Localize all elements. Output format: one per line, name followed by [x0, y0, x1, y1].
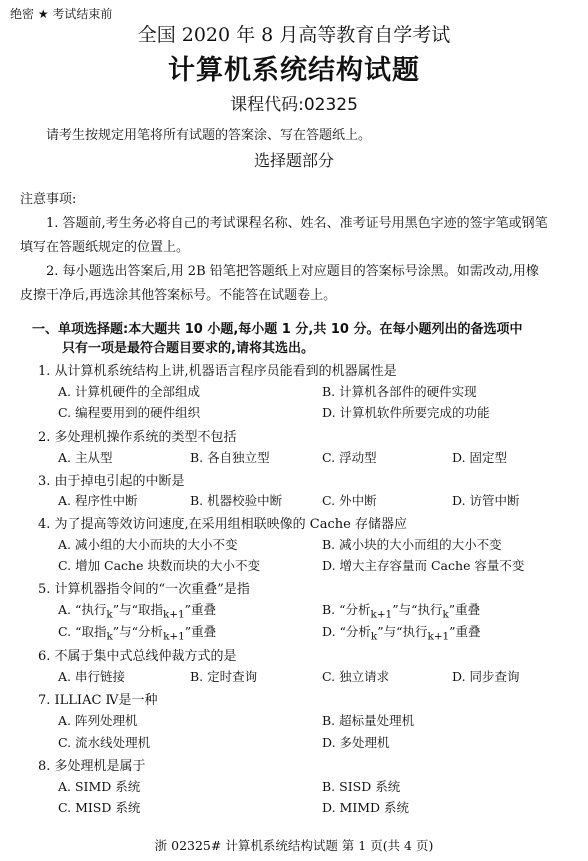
question-4-option-c: C. 增加 Cache 块数而块的大小不变 [58, 558, 260, 573]
note-1-line-2: 填写在答题纸规定的位置上。 [20, 240, 190, 255]
question-6-option-d: D. 同步查询 [452, 669, 520, 684]
page-footer: 浙 02325# 计算机系统结构试题 第 1 页(共 4 页) [154, 838, 434, 853]
question-8-option-a: A. SIMD 系统 [58, 779, 141, 794]
question-4-option-d: D. 增大主存容量而 Cache 容量不变 [322, 558, 525, 573]
question-5-stem: 5. 计算机器指令间的“一次重叠”是指 [38, 582, 250, 597]
option-text: B. “分析 [322, 602, 371, 617]
option-text: ”与“执行 [377, 624, 428, 639]
option-text: ”与“执行 [392, 602, 443, 617]
subscript: k+1 [427, 630, 450, 643]
answer-instruction: 请考生按规定用笔将所有试题的答案涂、写在答题纸上。 [46, 128, 372, 143]
question-2-stem: 2. 多处理机操作系统的类型不包括 [38, 430, 237, 445]
secret-label: 绝密 ★ 考试结束前 [10, 7, 113, 21]
option-text: D. “分析 [322, 624, 371, 639]
question-3-option-d: D. 访管中断 [452, 493, 520, 508]
option-text: ”与“分析 [112, 624, 164, 639]
option-text: ”重叠 [449, 624, 481, 639]
part1-heading-line-2: 只有一项是最符合题目要求的,请将其选出。 [62, 341, 314, 356]
question-6-option-b: B. 定时查询 [190, 669, 258, 684]
section-title: 选择题部分 [253, 151, 334, 170]
subscript: k [106, 608, 113, 621]
question-2-option-c: C. 浮动型 [322, 450, 377, 465]
question-7-option-a: A. 阵列处理机 [58, 713, 138, 728]
question-2-option-a: A. 主从型 [58, 450, 113, 465]
subscript: k+1 [163, 630, 185, 643]
option-text: A. “执行 [58, 602, 107, 617]
paper-title: 计算机系统结构试题 [168, 55, 420, 86]
subscript: k [370, 630, 378, 643]
option-text: ”与“取指 [112, 602, 163, 617]
question-5-option-b [322, 600, 480, 621]
question-8-option-c: C. MISD 系统 [58, 800, 141, 815]
note-2-line-2: 皮擦干净后,再选涂其他答案标号。不能答在试题卷上。 [20, 288, 337, 303]
question-6-stem: 6. 不属于集中式总线仲裁方式的是 [38, 649, 237, 664]
question-1-option-a: A. 计算机硬件的全部组成 [58, 384, 200, 399]
option-text: C. “取指 [58, 624, 107, 639]
question-8-option-b: B. SISD 系统 [322, 779, 401, 794]
question-7-stem: 7. ILLIAC Ⅳ是一种 [38, 693, 158, 708]
part1-heading-line-1: 一、单项选择题:本大题共 10 小题,每小题 1 分,共 10 分。在每小题列出的备选项中 [32, 322, 523, 337]
question-6-option-c: C. 独立请求 [322, 669, 390, 684]
note-1-line-1: 1. 答题前,考生务必将自己的考试课程名称、姓名、准考证号用黑色字迹的签字笔或钢笔 [46, 216, 548, 231]
question-1-option-d: D. 计算机软件所要完成的功能 [322, 405, 490, 420]
question-7-option-b: B. 超标量处理机 [322, 713, 415, 728]
option-text: ”重叠 [448, 602, 481, 617]
exam-title: 全国 2020 年 8 月高等教育自学考试 [137, 24, 451, 46]
question-3-option-b: B. 机器校验中断 [190, 493, 283, 508]
question-1-option-c: C. 编程要用到的硬件组织 [58, 405, 201, 420]
question-3-stem: 3. 由于掉电引起的中断是 [38, 474, 185, 489]
question-4-option-a: A. 减小组的大小而块的大小不变 [58, 537, 238, 552]
option-text: ”重叠 [184, 624, 217, 639]
question-2-option-b: B. 各自独立型 [190, 450, 270, 465]
course-code: 课程代码:02325 [230, 95, 358, 115]
question-1-stem: 1. 从计算机系统结构上讲,机器语言程序员能看到的机器属性是 [38, 364, 397, 379]
question-8-option-d: D. MIMD 系统 [322, 800, 410, 815]
note-2-line-1: 2. 每小题选出答案后,用 2B 铅笔把答题纸上对应题目的答案标号涂黑。如需改动,用橡 [46, 264, 539, 279]
question-7-option-d: D. 多处理机 [322, 735, 390, 750]
question-1-option-b: B. 计算机各部件的硬件实现 [322, 384, 477, 399]
question-6-option-a: A. 串行链接 [58, 669, 125, 684]
subscript: k [442, 608, 449, 621]
question-5-option-a [58, 600, 216, 621]
question-5-option-c [58, 622, 216, 643]
subscript: k+1 [162, 608, 185, 621]
question-5-option-d [322, 622, 481, 643]
subscript: k [106, 630, 113, 643]
question-4-option-b: B. 减小块的大小而组的大小不变 [322, 537, 502, 552]
question-3-option-a: A. 程序性中断 [58, 493, 138, 508]
question-7-option-c: C. 流水线处理机 [58, 735, 151, 750]
notes-title: 注意事项: [20, 192, 77, 207]
question-3-option-c: C. 外中断 [322, 493, 377, 508]
question-8-stem: 8. 多处理机是属于 [38, 759, 146, 774]
subscript: k+1 [370, 608, 393, 621]
question-2-option-d: D. 固定型 [452, 450, 508, 465]
option-text: ”重叠 [184, 602, 217, 617]
question-4-stem: 4. 为了提高等效访问速度,在采用组相联映像的 Cache 存储器应 [38, 517, 407, 532]
